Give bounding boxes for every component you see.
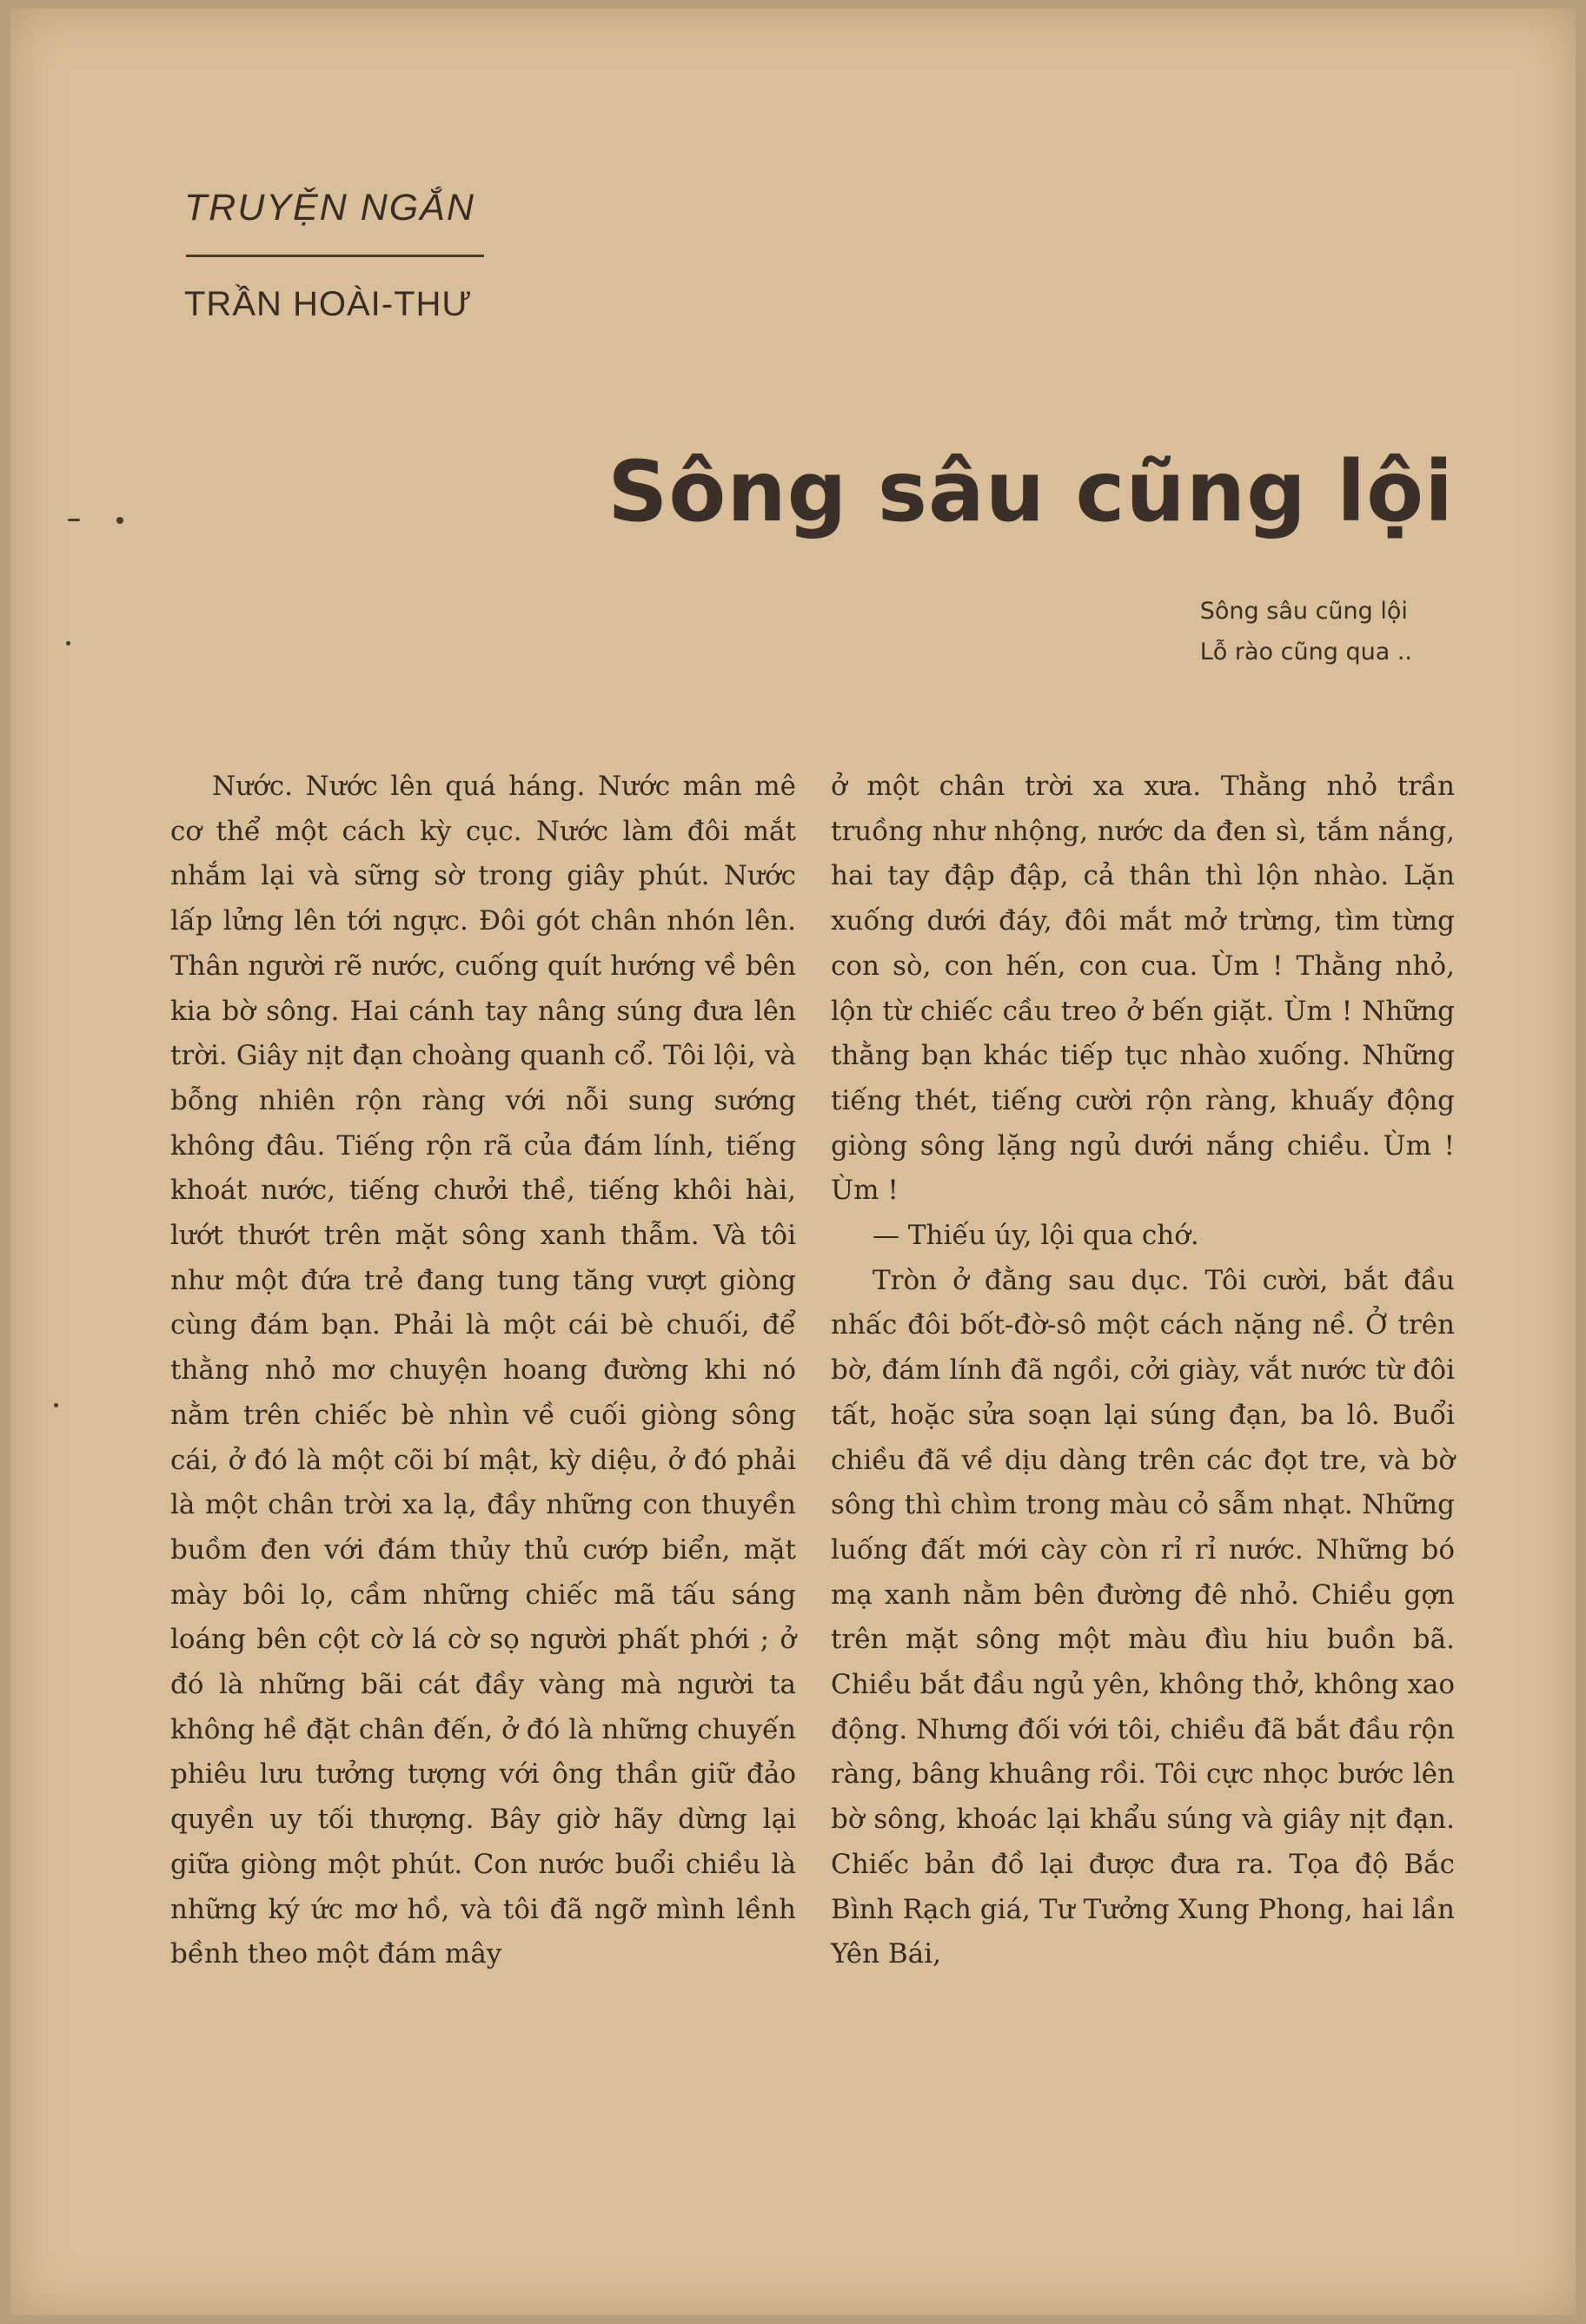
dialogue-line: — Thiếu úy, lội qua chớ.	[873, 1220, 1199, 1252]
body-column-right	[831, 765, 1455, 1977]
epigraph-line-1: Sông sâu cũng lội	[1199, 598, 1408, 625]
epigraph-line-2: Lỗ rào cũng qua ..	[1199, 639, 1412, 665]
print-speck	[68, 519, 80, 521]
section-label: TRUYỆN NGẮN	[184, 187, 475, 228]
story-title: Sông sâu cũng lội	[607, 443, 1454, 540]
body-paragraph: Nước. Nước lên quá háng. Nước mân mê cơ thể một cách kỳ cục. Nước làm đôi mắt nhắm lại và sững sờ trong giây phút. Nước lấp lửng lên tới ngực. Đôi gót chân nhón lên. Thân người rẽ nước, cuống quít hướng về bên kia bờ sông. Hai cánh tay nâng súng đưa lên trời. Giây nịt đạn choàng quanh cổ. Tôi lội, và bỗng nhiên rộn ràng với nỗi sung sướng không đâu. Tiếng rộn rã của đám lính, tiếng khoát nước, tiếng chưởi thề, tiếng khôi hài, lướt thướt trên mặt sông xanh thẫm. Và tôi như một đứa trẻ đang tung tăng vượt giòng cùng đám bạn. Phải là một cái bè chuối, để thằng nhỏ mơ chuyện hoang đường khi nó nằm trên chiếc bè nhìn về cuối giòng sông cái, ở đó là một cõi bí mật, kỳ diệu, ở đó phải là một chân trời xa lạ, đầy những con thuyền buồm đen với đám thủy thủ cướp biển, mặt mày bôi lọ, cầm những chiếc mã tấu sáng loáng bên cột cờ lá cờ sọ người phất phới ; ở đó là những bãi cát đầy vàng mà người ta không hề đặt chân đến, ở đó là những chuyến phiêu lưu tưởng tượng với ông thần giữ đảo quyền uy tối thượng. Bây giờ hãy dừng lại giữa giòng một phút. Con nước buổi chiều là những ký ức mơ hồ, và tôi đã ngỡ mình lềnh bềnh theo một đám mây	[170, 771, 796, 1970]
header-divider	[186, 255, 484, 257]
magazine-page	[10, 9, 1576, 2315]
body-paragraph: ở một chân trời xa xưa. Thằng nhỏ trần truồng như nhộng, nước da đen sì, tắm nắng, hai tay đập đập, cả thân thì lộn nhào. Lặn xuống dưới đáy, đôi mắt mở trừng, tìm từng con sò, con hến, con cua. Ùm ! Thằng nhỏ, lộn từ chiếc cầu treo ở bến giặt. Ùm ! Những thằng bạn khác tiếp tục nhào xuống. Những tiếng thét, tiếng cười rộn ràng, khuấy động giòng sông lặng ngủ dưới nắng chiều. Ùm ! Ùm !	[831, 771, 1455, 1207]
body-paragraph: Tròn ở đằng sau dục. Tôi cười, bắt đầu nhấc đôi bốt-đờ-sô một cách nặng nề. Ở trên bờ, đám lính đã ngồi, cởi giày, vắt nước từ đôi tất, hoặc sửa soạn lại súng đạn, ba lô. Buổi chiều đã về dịu dàng trên các đọt tre, và bờ sông thì chìm trong màu cỏ sẫm nhạt. Những luống đất mới cày còn rỉ rỉ nước. Những bó mạ xanh nằm bên đường đê nhỏ. Chiều gợn trên mặt sông một màu đìu hiu buồn bã. Chiều bắt đầu ngủ yên, không thở, không xao động. Nhưng đối với tôi, chiều đã bắt đầu rộn ràng, bâng khuâng rồi. Tôi cực nhọc bước lên bờ sông, khoác lại khẩu súng và giây nịt đạn. Chiếc bản đồ lại được đưa ra. Tọa độ Bắc Bình Rạch giá, Tư Tưởng Xung Phong, hai lần Yên Bái,	[831, 1264, 1455, 1970]
print-speck	[66, 641, 70, 646]
print-speck	[54, 1403, 58, 1407]
body-column-left	[170, 765, 796, 1977]
author-name: TRẦN HOÀI-THƯ	[184, 285, 473, 323]
epigraph	[1200, 591, 1412, 672]
print-speck	[116, 517, 123, 524]
